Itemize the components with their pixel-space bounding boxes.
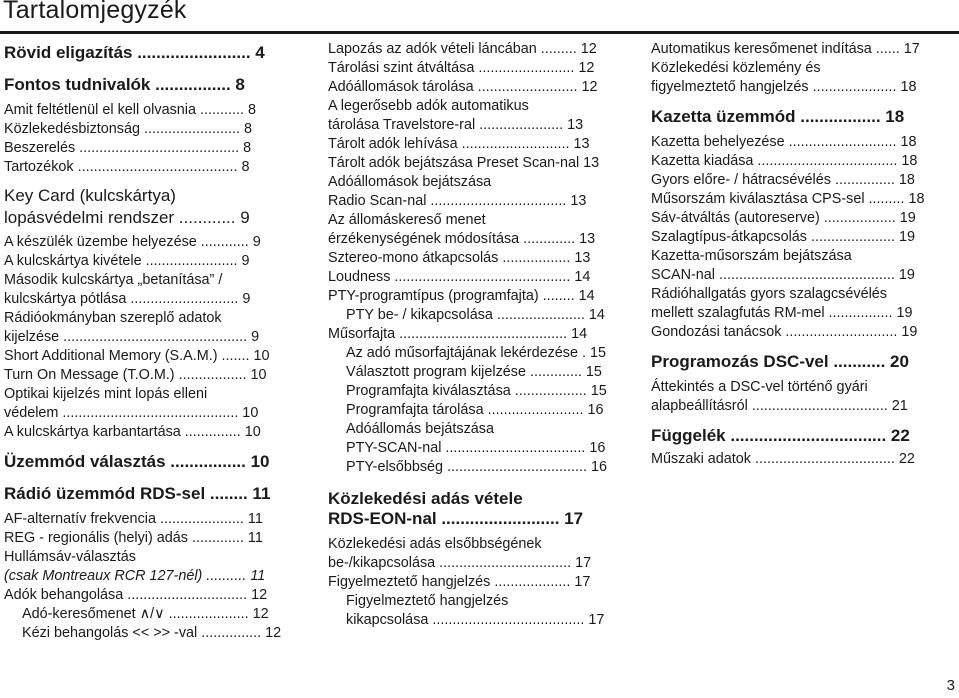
toc-heading-programozas[interactable]: Programozás DSC-vel ........... 20 xyxy=(651,352,909,371)
toc-entry[interactable]: Amit feltétlenül el kell olvasnia ........... 8 xyxy=(4,102,256,118)
toc-heading-kozlekedesi[interactable]: Közlekedési adás vétele xyxy=(328,489,523,508)
toc-entry[interactable]: Közlekedési adás elsőbbségének xyxy=(328,536,542,552)
toc-entry[interactable]: Kazetta behelyezése ........................... 18 xyxy=(651,134,917,150)
toc-heading-key-card[interactable]: Key Card (kulcskártya) xyxy=(4,186,176,205)
toc-entry[interactable]: Tárolási szint átváltása ........................ 12 xyxy=(328,60,595,76)
toc-entry[interactable]: kijelzése .............................................. 9 xyxy=(4,329,260,345)
toc-entry[interactable]: Adó-keresőmenet ∧/∨ .................... 12 xyxy=(22,606,269,622)
toc-entry[interactable]: Kazetta kiadása ................................... 18 xyxy=(651,153,918,169)
toc-entry[interactable]: Radio Scan-nal .................................. 13 xyxy=(328,193,587,209)
toc-entry[interactable]: Tartozékok ........................................ 8 xyxy=(4,159,250,175)
toc-heading-key-card-cont[interactable]: lopásvédelmi rendszer ............ 9 xyxy=(4,208,250,227)
toc-entry[interactable]: REG - regionális (helyi) adás ............. 11 xyxy=(4,530,263,546)
toc-entry[interactable]: Figyelmeztető hangjelzés xyxy=(346,593,509,609)
toc-column-2 xyxy=(328,40,633,630)
toc-entry[interactable]: PTY-elsőbbség ................................... 16 xyxy=(346,459,608,475)
toc-column-3 xyxy=(651,40,954,469)
toc-column-1 xyxy=(4,40,307,643)
toc-heading-rovid[interactable]: Rövid eligazítás ........................ 4 xyxy=(4,43,265,62)
toc-entry[interactable]: Műszaki adatok ................................... 22 xyxy=(651,451,915,467)
toc-entry[interactable]: Tárolt adók lehívása ........................... 13 xyxy=(328,136,590,152)
toc-entry[interactable]: (csak Montreaux RCR 127-nél) .......... 11 xyxy=(4,568,266,584)
toc-entry[interactable]: mellett szalagfutás RM-mel ................ 19 xyxy=(651,305,913,321)
toc-entry[interactable]: Műsorfajta .......................................... 14 xyxy=(328,326,588,342)
toc-entry[interactable]: SCAN-nal ............................................ 19 xyxy=(651,267,915,283)
toc-entry[interactable]: Közlekedésbiztonság ........................ 8 xyxy=(4,121,252,137)
toc-entry[interactable]: Szalagtípus-átkapcsolás ..................... 19 xyxy=(651,229,915,245)
toc-entry[interactable]: kikapcsolása ...................................... 17 xyxy=(346,612,605,628)
page-title: Tartalomjegyzék xyxy=(3,0,187,24)
toc-entry[interactable]: Sáv-átváltás (autoreserve) .................. 19 xyxy=(651,210,916,226)
toc-entry[interactable]: Tárolt adók bejátszása Preset Scan-nal 13 xyxy=(328,155,600,171)
toc-entry[interactable]: érzékenységének módosítása ............. 13 xyxy=(328,231,596,247)
toc-entry[interactable]: Adók behangolása .............................. 12 xyxy=(4,587,268,603)
toc-entry[interactable]: Short Additional Memory (S.A.M.) ....... 10 xyxy=(4,348,270,364)
toc-entry[interactable]: PTY-programtípus (programfajta) ........ 14 xyxy=(328,288,595,304)
toc-entry[interactable]: A kulcskártya kivétele ....................... 9 xyxy=(4,253,250,269)
toc-entry[interactable]: tárolása Travelstore-ral ..................... 13 xyxy=(328,117,584,133)
toc-heading-kazetta[interactable]: Kazetta üzemmód ................. 18 xyxy=(651,107,905,126)
toc-entry[interactable]: Turn On Message (T.O.M.) ................. 10 xyxy=(4,367,267,383)
toc-entry[interactable]: Kézi behangolás << >> -val ............... 12 xyxy=(22,625,282,641)
toc-entry[interactable]: Gyors előre- / hátracsévélés ............... 18 xyxy=(651,172,915,188)
toc-entry[interactable]: Sztereo-mono átkapcsolás ................. 13 xyxy=(328,250,591,266)
toc-entry[interactable]: Programfajta kiválasztása .................. 15 xyxy=(346,383,607,399)
toc-entry[interactable]: Kazetta-műsorszám bejátszása xyxy=(651,248,852,264)
toc-entry[interactable]: Gondozási tanácsok ............................ 19 xyxy=(651,324,918,340)
toc-entry[interactable]: Hullámsáv-választás xyxy=(4,549,136,565)
toc-entry[interactable]: Lapozás az adók vételi láncában ......... 12 xyxy=(328,41,597,57)
toc-entry[interactable]: Optikai kijelzés mint lopás elleni xyxy=(4,386,208,402)
toc-heading-uzemmod[interactable]: Üzemmód választás ................ 10 xyxy=(4,452,270,471)
toc-entry[interactable]: Adóállomás bejátszása xyxy=(346,421,494,437)
toc-entry[interactable]: Programfajta tárolása ........................ 16 xyxy=(346,402,604,418)
toc-entry[interactable]: Műsorszám kiválasztása CPS-sel ......... 18 xyxy=(651,191,925,207)
toc-entry[interactable]: Áttekintés a DSC-vel történő gyári xyxy=(651,379,868,395)
toc-heading-kozlekedesi-cont[interactable]: RDS-EON-nal ......................... 17 xyxy=(328,509,584,528)
toc-entry[interactable]: Beszerelés ........................................ 8 xyxy=(4,140,252,156)
page-number: 3 xyxy=(946,677,955,694)
toc-entry[interactable]: Automatikus keresőmenet indítása ...... 17 xyxy=(651,41,920,57)
toc-entry[interactable]: Rádióhallgatás gyors szalagcsévélés xyxy=(651,286,887,302)
toc-entry[interactable]: Az adó műsorfajtájának lekérdezése . 15 xyxy=(346,345,606,361)
toc-entry[interactable]: Figyelmeztető hangjelzés ................... 17 xyxy=(328,574,591,590)
toc-entry[interactable]: Közlekedési közlemény és xyxy=(651,60,821,76)
toc-entry[interactable]: védelem ............................................ 10 xyxy=(4,405,259,421)
toc-entry[interactable]: Adóállomások tárolása ......................... 12 xyxy=(328,79,598,95)
toc-entry[interactable]: Második kulcskártya „betanítása” / xyxy=(4,272,223,288)
toc-entry[interactable]: A készülék üzembe helyezése ............ 9 xyxy=(4,234,261,250)
toc-entry[interactable]: alapbeállításról .................................. 21 xyxy=(651,398,908,414)
toc-entry[interactable]: A legerősebb adók automatikus xyxy=(328,98,529,114)
toc-entry[interactable]: Adóállomások bejátszása xyxy=(328,174,492,190)
title-rule xyxy=(0,31,959,34)
toc-heading-radio[interactable]: Rádió üzemmód RDS-sel ........ 11 xyxy=(4,484,271,503)
toc-entry[interactable]: Rádióokmányban szereplő adatok xyxy=(4,310,222,326)
toc-entry[interactable]: figyelmeztető hangjelzés ..................... 18 xyxy=(651,79,917,95)
toc-entry[interactable]: AF-alternatív frekvencia ..................... 11 xyxy=(4,511,263,527)
toc-entry[interactable]: Az állomáskereső menet xyxy=(328,212,486,228)
toc-heading-fontos[interactable]: Fontos tudnivalók ................ 8 xyxy=(4,75,245,94)
toc-entry[interactable]: be-/kikapcsolása ................................. 17 xyxy=(328,555,592,571)
toc-entry[interactable]: A kulcskártya karbantartása .............. 10 xyxy=(4,424,261,440)
toc-entry[interactable]: kulcskártya pótlása ........................... 9 xyxy=(4,291,251,307)
toc-entry[interactable]: Választott program kijelzése ............. 15 xyxy=(346,364,602,380)
toc-entry[interactable]: PTY be- / kikapcsolása ...................... 14 xyxy=(346,307,605,323)
toc-entry[interactable]: PTY-SCAN-nal ................................... 16 xyxy=(346,440,606,456)
toc-entry[interactable]: Loudness ............................................ 14 xyxy=(328,269,591,285)
toc-heading-fuggelek[interactable]: Függelék ................................. 22 xyxy=(651,426,910,445)
